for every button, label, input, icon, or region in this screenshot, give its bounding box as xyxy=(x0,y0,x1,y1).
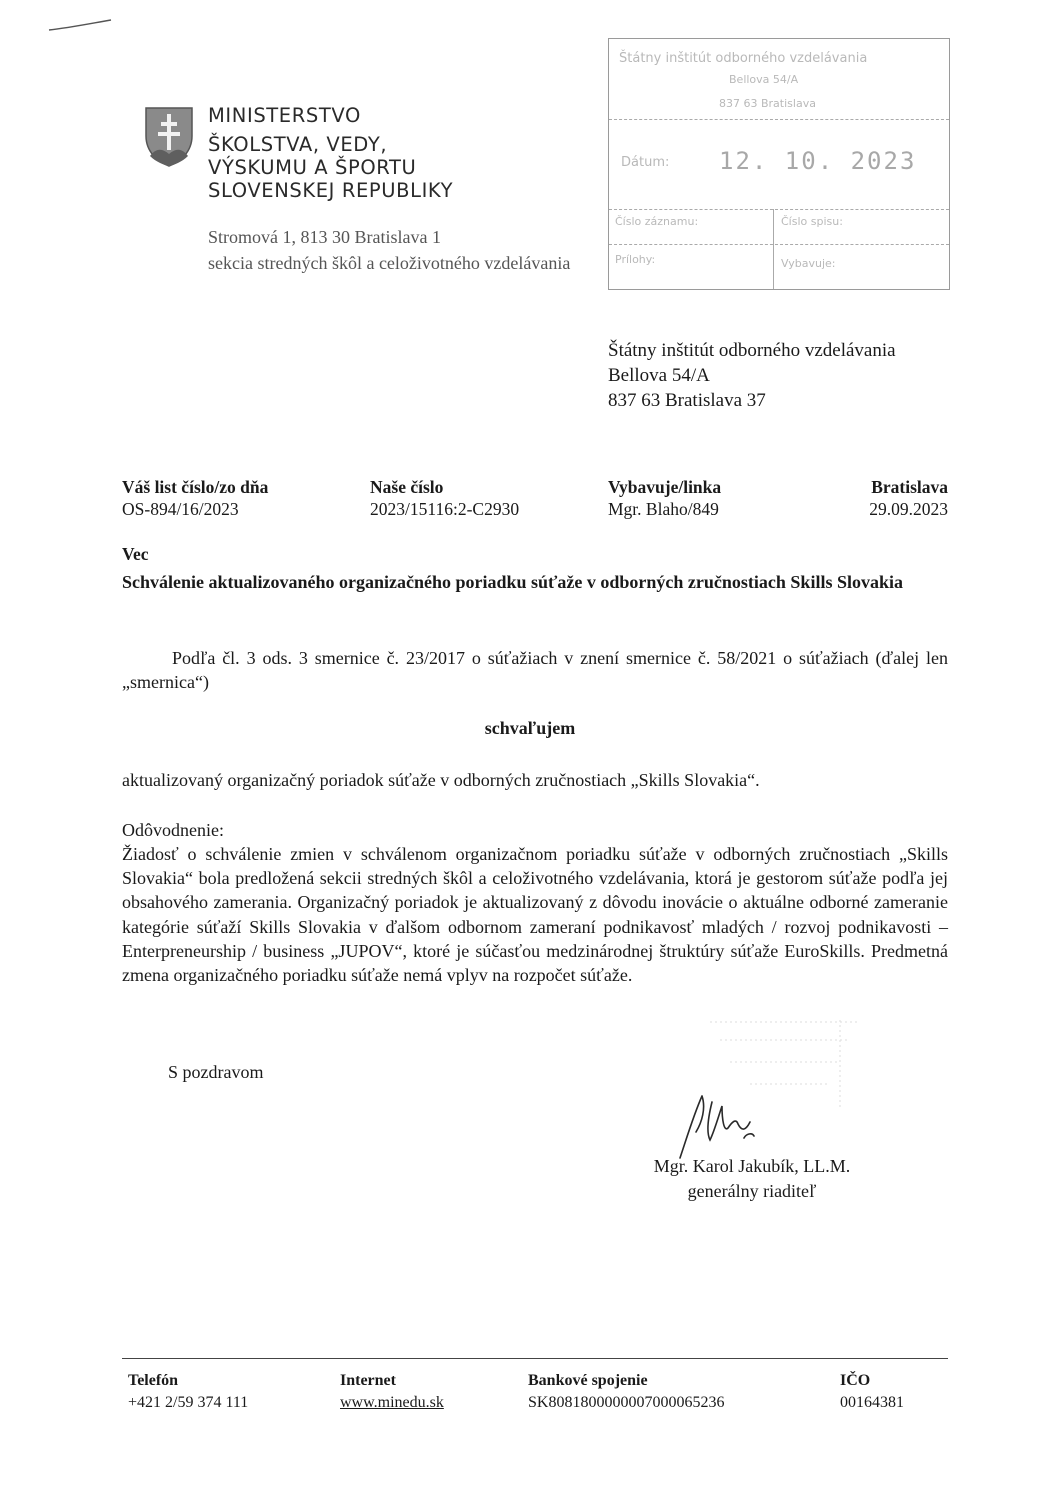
stamp-handled-label: Vybavuje: xyxy=(781,257,836,270)
footer-label: IČO xyxy=(840,1372,871,1389)
footer-value: 00164381 xyxy=(840,1394,904,1411)
ministry-line: VÝSKUMU A ŠPORTU xyxy=(208,156,417,179)
ref-value: OS-894/16/2023 xyxy=(122,499,239,519)
registry-stamp xyxy=(608,38,950,290)
subject-label: Vec xyxy=(122,544,149,564)
ref-label: Naše číslo xyxy=(370,477,444,497)
subject-text: Schválenie aktualizovaného organizačného poriadku súťaže v odborných zručnostiach Skills Slovakia xyxy=(122,572,903,592)
approval-word: schvaľujem xyxy=(484,718,576,738)
reason-paragraph: Žiadosť o schválenie zmien v schválenom organizačnom poriadku súťaže v odborných zručnostiach „Skills Slovakia“ bola predložená sekcii stredných škôl a celoživotného vzdelávania, ktorá je gestorom súťaže podľa jej obsahového zamerania. Organizačný poriadok je aktualizovaný z dôvodu inovácie o aktuálne odborné zameranie kategórie súťaží Skills Slovakia v ďalšom odbornom zameraní podnikavosť mladých / rozvoj podnikavosti – Enterpreneurship / business „JUPOV“, ktoré je súčasťou medzinárodnej štruktúry súťaže EuroSkills. Predmetná zmena organizačného poriadku súťaže nemá vplyv na rozpočet súťaže. xyxy=(122,844,948,986)
ministry-line: SLOVENSKEJ REPUBLIKY xyxy=(208,179,454,202)
ref-value: Mgr. Blaho/849 xyxy=(608,499,719,519)
sender-street: Stromová 1, 813 30 Bratislava 1 xyxy=(208,227,441,247)
signer-block xyxy=(632,1154,872,1204)
reason-heading: Odôvodnenie: xyxy=(122,820,224,840)
ref-label: Bratislava xyxy=(871,477,948,497)
footer-value: SK8081800000007000065236 xyxy=(528,1394,725,1411)
footer-ico xyxy=(840,1370,904,1414)
stamp-date-label: Dátum: xyxy=(621,155,670,170)
recipient-line: Bellova 54/A xyxy=(608,365,710,386)
closing-salutation: S pozdravom xyxy=(168,1062,264,1082)
stamp-subtitle: Bellova 54/A xyxy=(729,73,799,86)
footer-label: Telefón xyxy=(128,1372,179,1389)
signer-name: Mgr. Karol Jakubík, LL.M. xyxy=(653,1156,851,1176)
intro-paragraph: Podľa čl. 3 ods. 3 smernice č. 23/2017 o súťažiach v znení smernice č. 58/2021 o súťažiach (ďalej len „smernica“) xyxy=(122,648,948,692)
stamp-title: Štátny inštitút odborného vzdelávania xyxy=(619,51,868,66)
ref-value: 2023/15116:2-C2930 xyxy=(370,499,520,519)
ref-value: 29.09.2023 xyxy=(869,499,948,519)
recipient-address xyxy=(608,338,896,413)
recipient-line: 837 63 Bratislava 37 xyxy=(608,390,766,411)
footer-phone xyxy=(128,1370,248,1414)
footer-divider xyxy=(122,1358,948,1359)
footer-bank xyxy=(528,1370,724,1414)
scan-mark xyxy=(48,18,112,32)
ministry-line: ŠKOLSTVA, VEDY, xyxy=(208,133,388,156)
stamp-subtitle2: 837 63 Bratislava xyxy=(719,97,816,110)
ref-place-date xyxy=(869,476,948,520)
ref-handled-by xyxy=(608,476,721,520)
stamp-file-no-label: Číslo spisu: xyxy=(781,215,843,228)
recipient-line: Štátny inštitút odborného vzdelávania xyxy=(608,340,896,361)
stamp-date-value: 12. 10. 2023 xyxy=(719,147,917,175)
stamp-attachments-label: Prílohy: xyxy=(615,253,656,266)
signer-title: generálny riaditeľ xyxy=(687,1181,817,1201)
footer-website-link[interactable]: www.minedu.sk xyxy=(340,1394,444,1411)
stamp-reg-no-label: Číslo záznamu: xyxy=(615,215,699,228)
sender-address xyxy=(208,224,570,276)
state-crest-icon xyxy=(144,106,194,168)
footer-label: Internet xyxy=(340,1372,396,1389)
ref-label: Vybavuje/linka xyxy=(608,477,722,497)
ministry-line: MINISTERSTVO xyxy=(208,104,361,127)
approved-item: aktualizovaný organizačný poriadok súťaže v odborných zručnostiach „Skills Slovakia“. xyxy=(122,770,760,790)
footer-label: Bankové spojenie xyxy=(528,1372,648,1389)
footer-value: +421 2/59 374 111 xyxy=(128,1394,249,1411)
sender-section: sekcia stredných škôl a celoživotného vzdelávania xyxy=(208,253,571,273)
footer-internet xyxy=(340,1370,444,1414)
ministry-name xyxy=(208,104,453,202)
ref-our-number xyxy=(370,476,519,520)
ref-label: Váš list číslo/zo dňa xyxy=(122,477,269,497)
ref-your-letter xyxy=(122,476,268,520)
